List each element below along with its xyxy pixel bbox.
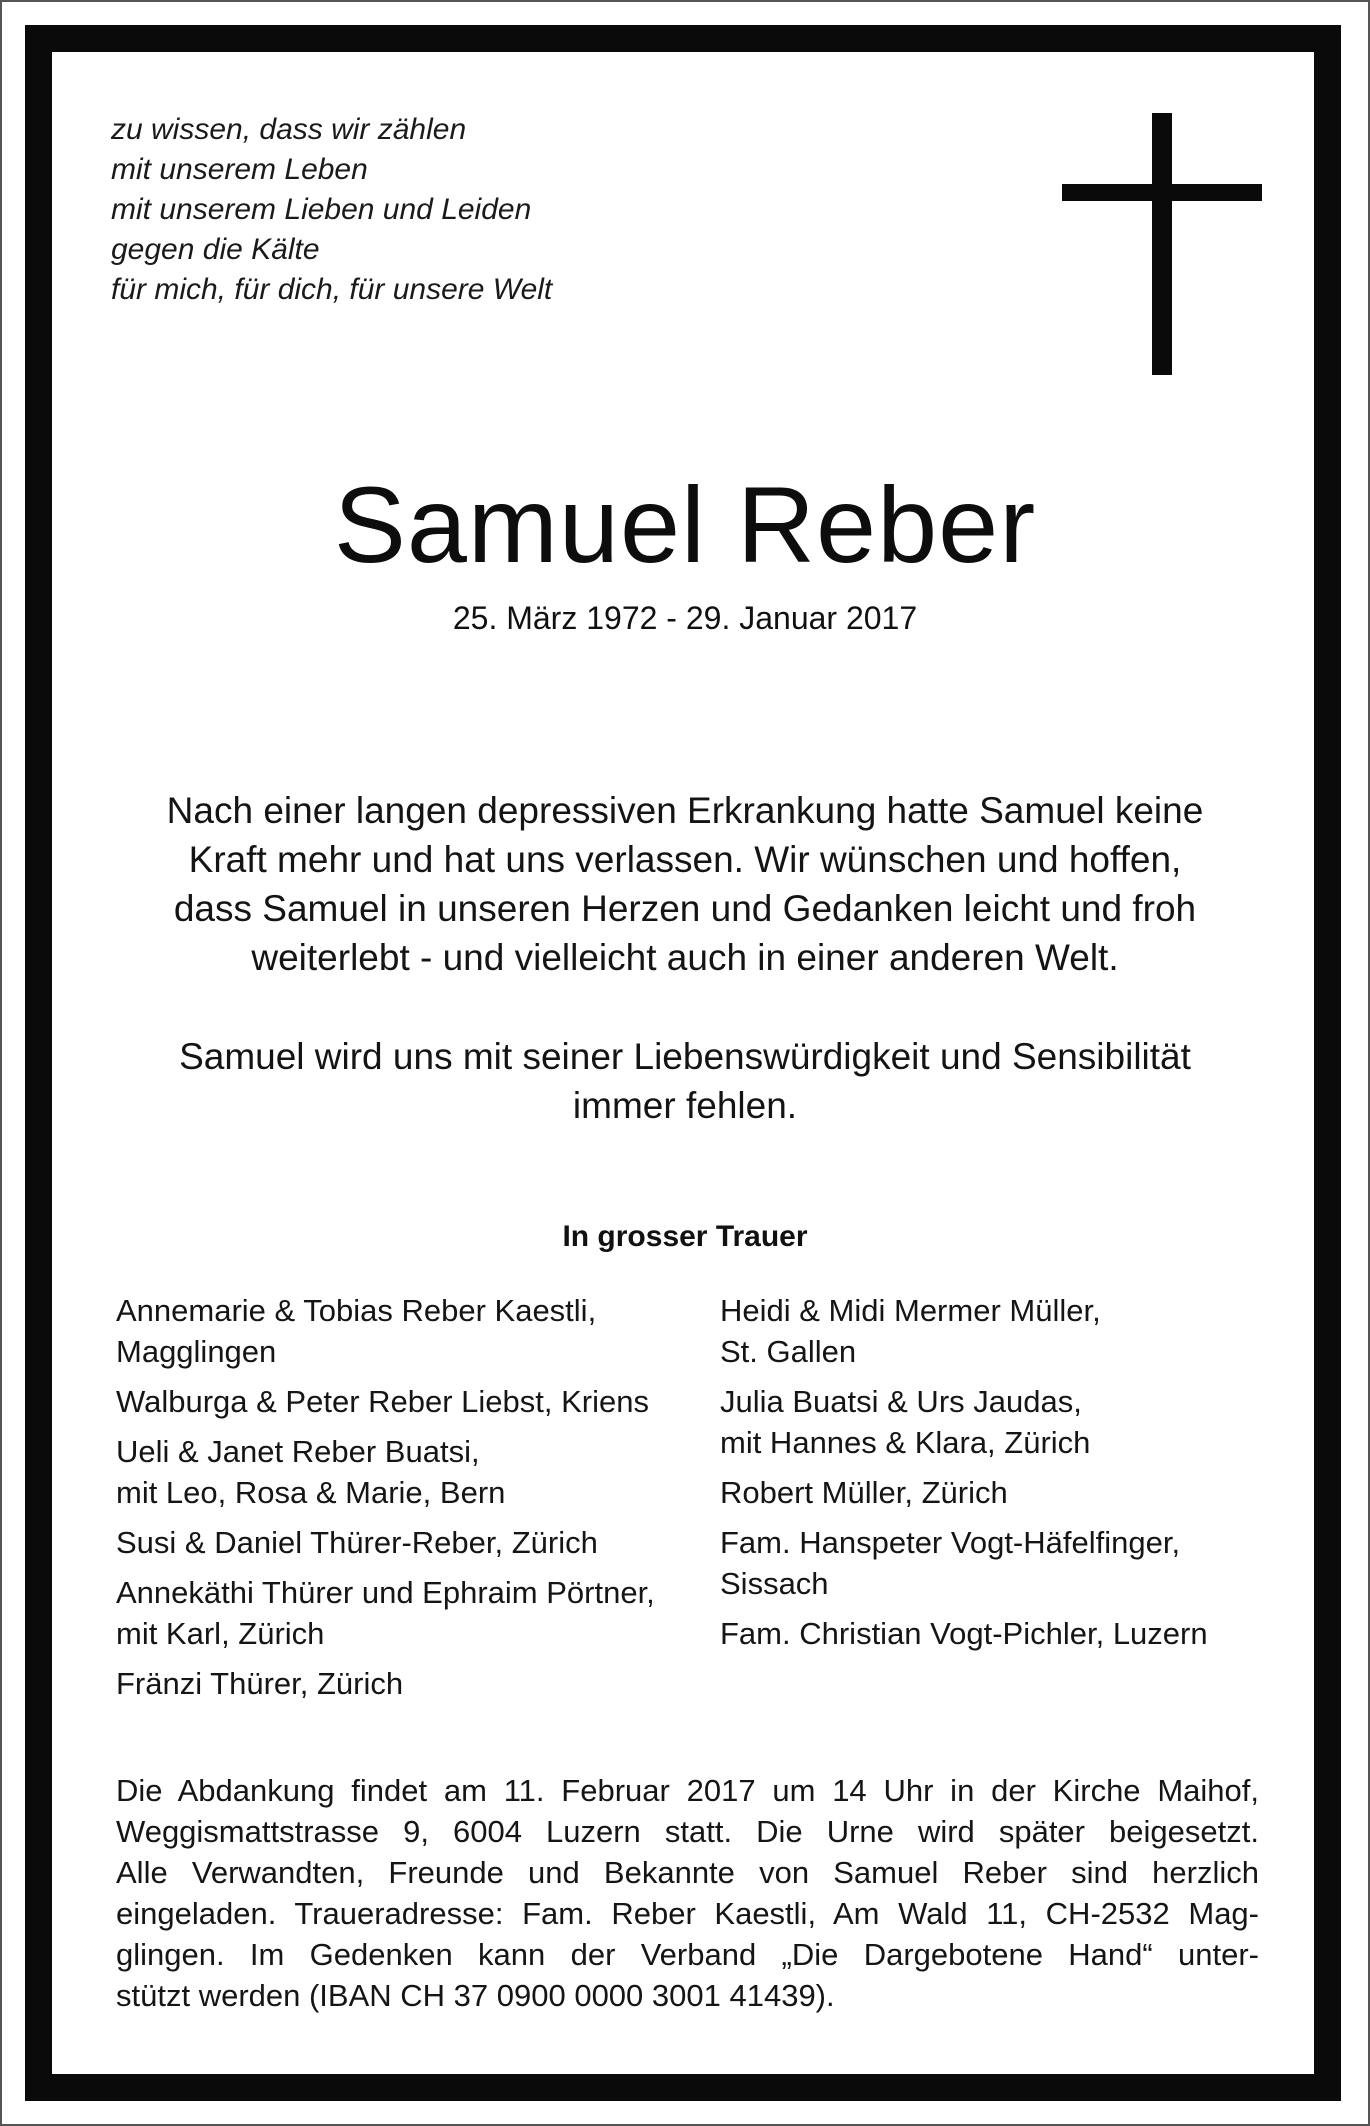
notice-line: Alle Verwandten, Freunde und Bekannte von Samuel Reber sind herzlich: [116, 1855, 1259, 1890]
cross-horizontal-bar: [1062, 184, 1262, 201]
mourner-entry: [720, 1522, 1280, 1604]
notice-line: Die Abdankung findet am 11. Februar 2017 um 14 Uhr in der Kirche Maihof,: [116, 1773, 1259, 1808]
mourner-entry: [116, 1663, 716, 1704]
mourners-left-column: [116, 1290, 716, 1713]
cross-vertical-bar: [1152, 113, 1172, 375]
poem-line: mit unserem Lieben und Leiden: [111, 193, 532, 226]
mourner-line: Annekäthi Thürer und Ephraim Pörtner,: [116, 1575, 655, 1610]
obituary-paragraph: [90, 786, 1280, 982]
poem-line: zu wissen, dass wir zählen: [111, 113, 467, 146]
paragraph-line: Nach einer langen depressiven Erkrankung hatte Samuel keine: [166, 790, 1204, 831]
paragraph-line: dass Samuel in unseren Herzen und Gedanken leicht und froh: [173, 888, 1197, 929]
mourner-line: Robert Müller, Zürich: [720, 1475, 1008, 1510]
mourner-entry: [720, 1381, 1280, 1463]
paragraph-line: Kraft mehr und hat uns verlassen. Wir wünschen und hoffen,: [188, 839, 1182, 880]
poem-line: für mich, für dich, für unsere Welt: [111, 273, 553, 306]
mourner-line: mit Karl, Zürich: [116, 1616, 325, 1651]
mourner-entry: [116, 1431, 716, 1513]
mourner-entry: [116, 1381, 716, 1422]
mourners-right-column: [720, 1290, 1280, 1663]
mourner-entry: [116, 1522, 716, 1563]
notice-line: glingen. Im Gedenken kann der Verband „Die Dargebotene Hand“ unter-: [116, 1937, 1259, 1972]
notice-line: eingeladen. Traueradresse: Fam. Reber Kaestli, Am Wald 11, CH-2532 Mag-: [116, 1896, 1259, 1931]
mourner-line: Ueli & Janet Reber Buatsi,: [116, 1434, 480, 1469]
mourner-line: Walburga & Peter Reber Liebst, Kriens: [116, 1384, 649, 1419]
latin-cross-icon: [1062, 113, 1262, 375]
mourner-line: mit Leo, Rosa & Marie, Bern: [116, 1475, 506, 1510]
mourner-entry: [720, 1472, 1280, 1513]
mourner-line: Susi & Daniel Thürer-Reber, Zürich: [116, 1525, 598, 1560]
mourner-line: St. Gallen: [720, 1334, 857, 1369]
mourner-entry: [116, 1290, 716, 1372]
mourner-line: Heidi & Midi Mermer Müller,: [720, 1293, 1101, 1328]
mourner-entry: [720, 1290, 1280, 1372]
poem: [111, 110, 711, 310]
paragraph-line: weiterlebt - und vielleicht auch in einer anderen Welt.: [251, 937, 1119, 978]
poem-line: gegen die Kälte: [111, 233, 320, 266]
mourner-line: Sissach: [720, 1566, 829, 1601]
mourner-line: Fam. Hanspeter Vogt-Häfelfinger,: [720, 1525, 1181, 1560]
notice-line: stützt werden (IBAN CH 37 0900 0000 3001 41439).: [116, 1978, 835, 2013]
mourner-line: Fam. Christian Vogt-Pichler, Luzern: [720, 1616, 1208, 1651]
mourner-line: mit Hannes & Klara, Zürich: [720, 1425, 1091, 1460]
paragraph-line: immer fehlen.: [572, 1085, 798, 1126]
mourner-entry: [720, 1613, 1280, 1654]
funeral-notice: [116, 1770, 1259, 2016]
mourner-entry: [116, 1572, 716, 1654]
mourner-line: Magglingen: [116, 1334, 277, 1369]
notice-line: Weggismattstrasse 9, 6004 Luzern statt. Die Urne wird später beigesetzt.: [116, 1814, 1259, 1849]
mourner-line: Fränzi Thürer, Zürich: [116, 1666, 404, 1701]
tribute-paragraph: [90, 1032, 1280, 1130]
mourner-line: Julia Buatsi & Urs Jaudas,: [720, 1384, 1082, 1419]
life-dates: 25. März 1972 - 29. Januar 2017: [452, 600, 918, 636]
poem-line: mit unserem Leben: [111, 153, 368, 186]
paragraph-line: Samuel wird uns mit seiner Liebenswürdigkeit und Sensibilität: [179, 1036, 1191, 1077]
mourner-line: Annemarie & Tobias Reber Kaestli,: [116, 1293, 597, 1328]
mourners-heading: In grosser Trauer: [562, 1220, 808, 1253]
deceased-name: Samuel Reber: [333, 464, 1037, 585]
